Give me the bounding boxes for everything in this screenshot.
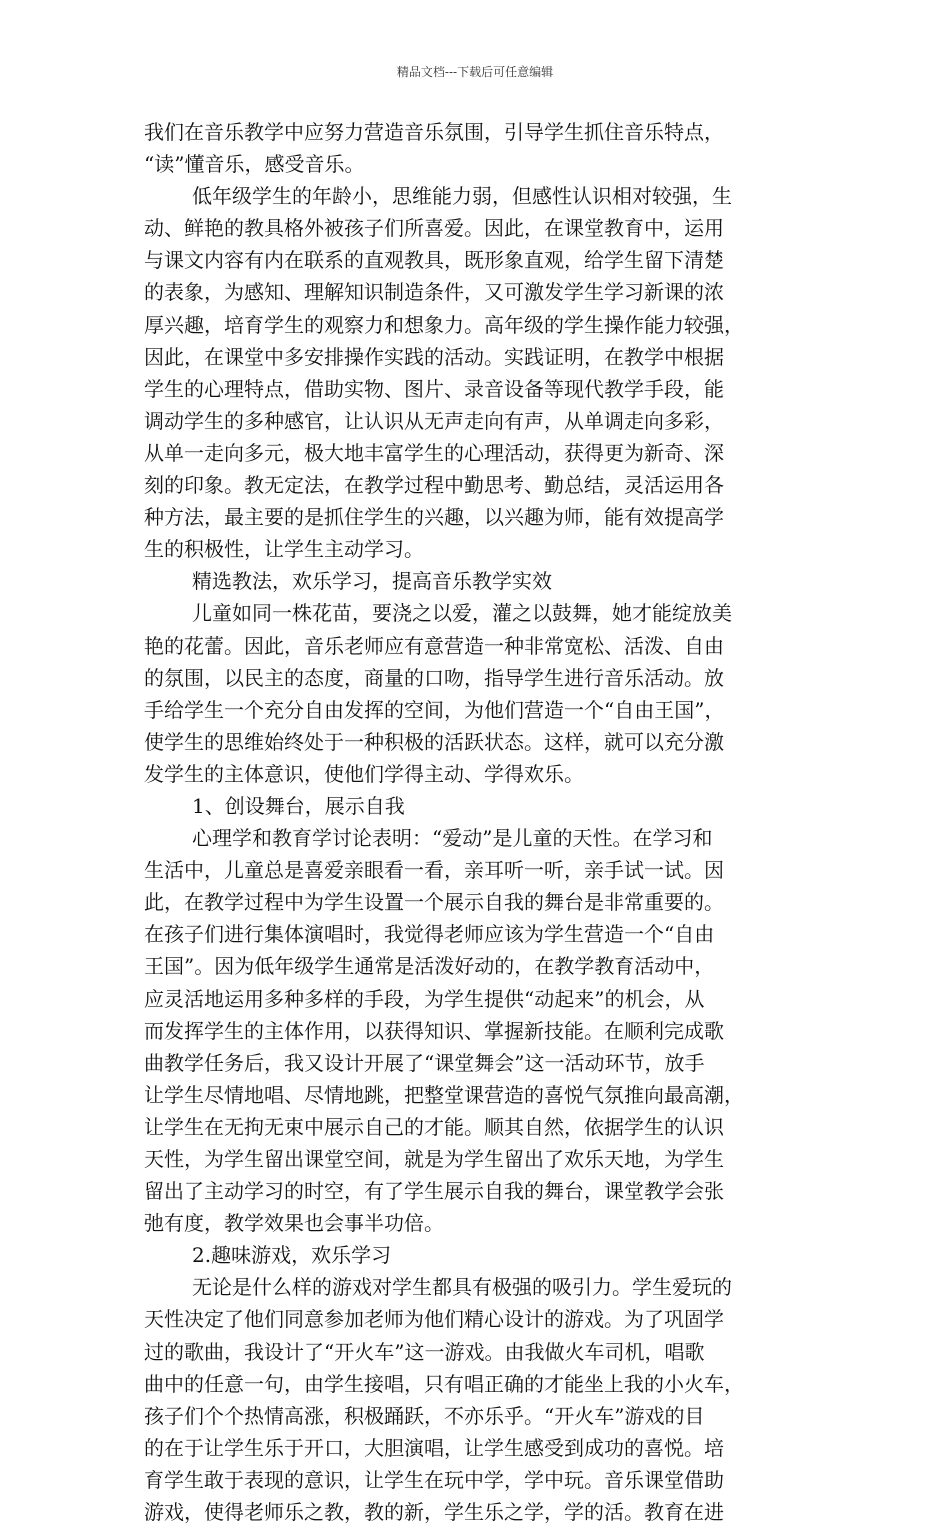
text-line: 孩子们个个热情高涨，积极踊跃，不亦乐乎。“开火车”游戏的目 [144, 1403, 705, 1428]
text-line: 的表象，为感知、理解知识制造条件，又可激发学生学习新课的浓 [144, 280, 724, 305]
text-line: 刻的印象。教无定法，在教学过程中勤思考、勤总结，灵活运用各 [144, 473, 724, 498]
text-line: 艳的花蕾。因此，音乐老师应有意营造一种非常宽松、活泼、自由 [144, 633, 724, 658]
text-line: 动、鲜艳的教具格外被孩子们所喜爱。因此，在课堂教育中，运用 [144, 216, 724, 241]
paragraph-start: 心理学和教育学讨论表明：“爱动”是儿童的天性。在学习和 [192, 826, 713, 851]
text-line: 天性，为学生留出课堂空间，就是为学生留出了欢乐天地，为学生 [144, 1147, 724, 1171]
paragraph-start: 儿童如同一株花苗，要浇之以爱，灌之以鼓舞，她才能绽放美 [192, 601, 732, 626]
text-line: 与课文内容有内在联系的直观教具，既形象直观，给学生留下清楚 [144, 248, 724, 273]
text-line: 曲教学任务后，我又设计开展了“课堂舞会”这一活动环节，放手 [144, 1050, 705, 1075]
text-line: 手给学生一个充分自由发挥的空间，为他们营造一个“自由王国”， [144, 697, 725, 722]
text-line: 应灵活地运用多种多样的手段，为学生提供“动起来”的机会，从 [144, 986, 705, 1011]
paragraph-start: 低年级学生的年龄小，思维能力弱，但感性认识相对较强，生 [192, 184, 732, 209]
text-line: 曲中的任意一句，由学生接唱，只有唱正确的才能坐上我的小火车， [144, 1371, 744, 1396]
text-line: “读”懂音乐，感受音乐。 [144, 152, 365, 177]
text-line: 在孩子们进行集体演唱时，我觉得老师应该为学生营造一个“自由 [144, 922, 715, 947]
text-line: 而发挥学生的主体作用，以获得知识、掌握新技能。在顺利完成歌 [144, 1018, 724, 1043]
text-line: 天性决定了他们同意参加老师为他们精心设计的游戏。为了巩固学 [144, 1307, 724, 1332]
text-line: 种方法，最主要的是抓住学生的兴趣，以兴趣为师，能有效提高学 [144, 505, 724, 530]
text-line: 此，在教学过程中为学生设置一个展示自我的舞台是非常重要的。 [144, 890, 724, 915]
text-line: 让学生在无拘无束中展示自己的才能。顺其自然，依据学生的认识 [144, 1114, 724, 1139]
text-line: 我们在音乐教学中应努力营造音乐氛围，引导学生抓住音乐特点， [144, 120, 724, 144]
text-line: 生活中，儿童总是喜爱亲眼看一看，亲耳听一听，亲手试一试。因 [144, 858, 724, 883]
text-line: 发学生的主体意识，使他们学得主动、学得欢乐。 [144, 761, 584, 786]
text-line: 生的积极性，让学生主动学习。 [144, 537, 424, 562]
section-heading: 精选教法，欢乐学习，提高音乐教学实效 [192, 569, 552, 594]
document-body [144, 116, 820, 1528]
text-line: 弛有度，教学效果也会事半功倍。 [144, 1211, 444, 1236]
text-line: 留出了主动学习的时空，有了学生展示自我的舞台，课堂教学会张 [144, 1179, 724, 1204]
text-line: 厚兴趣，培育学生的观察力和想象力。高年级的学生操作能力较强， [144, 312, 744, 337]
text-line: 的在于让学生乐于开口，大胆演唱，让学生感受到成功的喜悦。培 [144, 1435, 724, 1460]
text-line: 的氛围，以民主的态度，商量的口吻，指导学生进行音乐活动。放 [144, 665, 724, 690]
text-line: 过的歌曲，我设计了“开火车”这一游戏。由我做火车司机，唱歌 [144, 1339, 705, 1364]
text-line: 从单一走向多元，极大地丰富学生的心理活动，获得更为新奇、深 [144, 440, 724, 465]
text-line: 王国”。因为低年级学生通常是活泼好动的，在教学教育活动中， [144, 954, 715, 979]
text-line: 因此，在课堂中多安排操作实践的活动。实践证明，在教学中根据 [144, 344, 724, 369]
text-line: 让学生尽情地唱、尽情地跳，把整堂课营造的喜悦气氛推向最高潮， [144, 1082, 744, 1107]
subsection-heading: 2.趣味游戏，欢乐学习 [192, 1243, 392, 1268]
text-line: 学生的心理特点，借助实物、图片、录音设备等现代教学手段，能 [144, 376, 724, 401]
text-line: 游戏，使得老师乐之教，教的新，学生乐之学，学的活。教育在进 [144, 1500, 724, 1525]
text-line: 调动学生的多种感官，让认识从无声走向有声，从单调走向多彩， [144, 408, 724, 433]
text-line: 育学生敢于表现的意识，让学生在玩中学，学中玩。音乐课堂借助 [144, 1467, 724, 1492]
text-line: 使学生的思维始终处于一种积极的活跃状态。这样，就可以充分激 [144, 729, 724, 754]
paragraph-start: 无论是什么样的游戏对学生都具有极强的吸引力。学生爱玩的 [192, 1275, 732, 1300]
page-header: 精品文档---下载后可任意编辑 [396, 65, 554, 79]
subsection-heading: 1、创设舞台，展示自我 [192, 793, 405, 818]
